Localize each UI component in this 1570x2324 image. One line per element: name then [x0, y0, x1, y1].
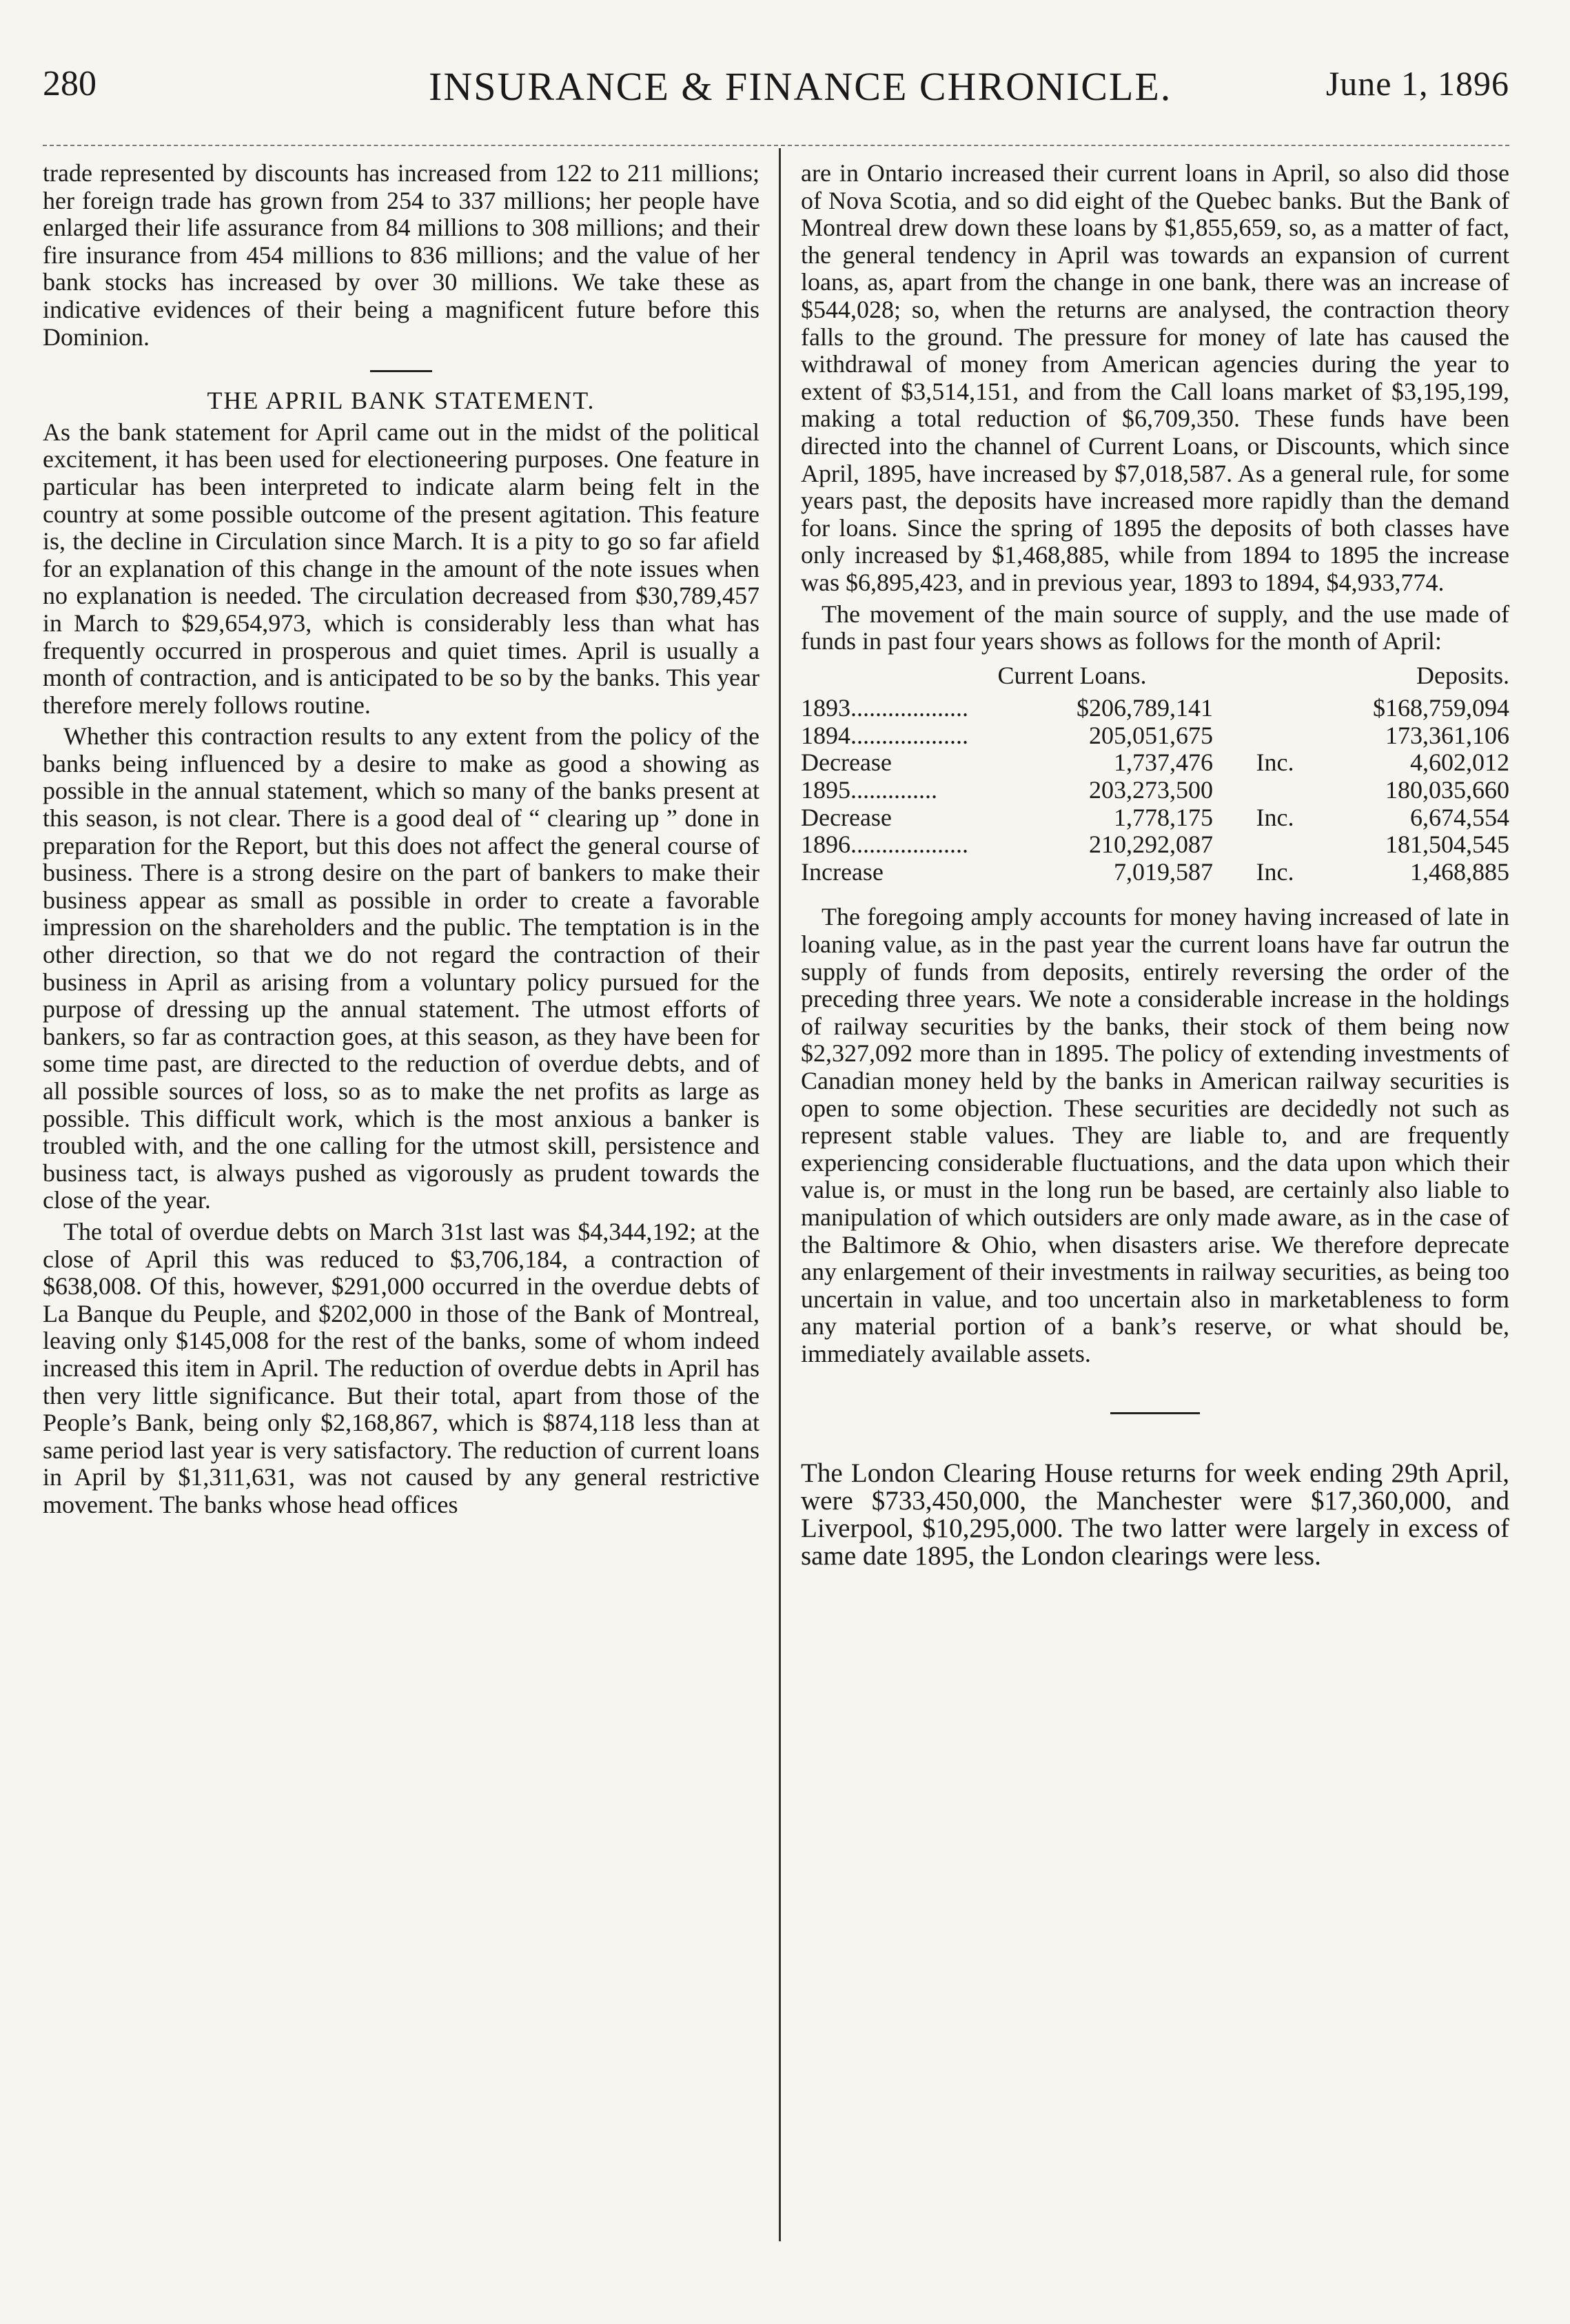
column-divider [779, 148, 781, 2241]
section-title: THE APRIL BANK STATEMENT. [207, 387, 595, 415]
intro-paragraph: trade represented by discounts has increased from 122 to 211 millions; her foreign trade has grown from 254 to 337 millions; her people have enlarged their life assurance from 84 millions to 308 millions; and their fire insurance from 454 millions to 836 millions; and the value of her bank stocks has increased by over 30 millions. We take these as indicative evidences of their being a magnificent future before this Dominion. [43, 159, 759, 351]
header-divider [43, 145, 1509, 146]
article-paragraph: are in Ontario increased their current loans in April, so also did those of Nova Scotia, and so did eight of the Quebec banks. But the Bank of Montreal drew down these loans by $1,855,659, so, as a matter of fact, the general tendency in April was towards an expansion of current loans, as, apart from the change in one bank, there was an increase of $544,028; so, when the returns are analysed, the contraction theory falls to the ground. The pressure for money of late has caused the withdrawal of money from American agencies during the year to extent of $3,514,151, and from the Call loans market of $3,195,199, making a total reduction of $6,709,350. These funds have been directed into the channel of Current Loans, or Discounts, which since April, 1895, have increased by $7,018,587. As a general rule, for some years past, the deposits have increased more rapidly than the demand for loans. Since the spring of 1895 the deposits of both classes have only increased by $1,468,885, while from 1894 to 1895 the increase was $6,895,423, and in previous year, 1893 to 1894, $4,933,774. [801, 159, 1509, 596]
left-column [43, 160, 759, 1519]
masthead-title: INSURANCE & FINANCE CHRONICLE. [429, 64, 1172, 109]
table-row: 1893................... $206,789,141 $168,759,094 [801, 694, 1509, 722]
table-row: 1895.............. 203,273,500 180,035,660 [801, 776, 1509, 804]
loans-deposits-table [801, 662, 1509, 886]
right-column [801, 160, 1509, 1570]
deposits-header: Deposits. [1416, 661, 1509, 689]
current-loans-header: Current Loans. [997, 661, 1147, 689]
table-row: 1894................... 205,051,675 173,361,106 [801, 721, 1509, 749]
article-paragraph: The total of overdue debts on March 31st last was $4,344,192; at the close of April this was reduced to $3,706,184, a contraction of $638,008. Of this, however, $291,000 occurred in the overdue debts of La Banque du Peuple, and $202,000 in those of the Bank of Montreal, leaving only $145,008 for the rest of the banks, some of whom indeed increased this item in April. The reduction of overdue debts in April has then very little significance. But their total, apart from those of the People’s Bank, being only $2,168,867, which is $874,118 less than at same period last year is very satisfactory. The reduction of current loans in April by $1,311,631, was not caused by any general restrictive movement. The banks whose head offices [43, 1217, 759, 1518]
table-row: 1896................... 210,292,087 181,504,545 [801, 830, 1509, 859]
issue-date: June 1, 1896 [1325, 64, 1509, 103]
table-row: Decrease 1,737,476 Inc. 4,602,012 [801, 748, 1509, 777]
table-row: Increase 7,019,587 Inc. 1,468,885 [801, 857, 1509, 886]
article-paragraph: The foregoing amply accounts for money having increased of late in loaning value, as in the past year the current loans have far outrun the supply of funds from deposits, entirely reversing the order of the preceding three years. We note a considerable increase in the holdings of railway securities by the banks, their stock of them being now $2,327,092 more than in 1895. The policy of extending investments of Canadian money held by the banks in American railway securities is open to some objection. These securities are decidedly not such as represent stable values. They are liable to, and are frequently experiencing considerable fluctuations, and the data upon which their value is, or must in the long run be based, are certainly also liable to manipulation of which outsiders are only made aware, as in the case of the Baltimore & Ohio, when disasters arise. We therefore deprecate any enlargement of their investments in railway securities, as being too uncertain in value, and too uncertain also in marketableness to form any material portion of a bank’s reserve, or what should be, immediately available assets. [801, 903, 1509, 1367]
page-header [43, 63, 1509, 119]
page-number: 280 [43, 64, 96, 103]
article-paragraph: As the bank statement for April came out in the midst of the political excitement, it has been used for electioneering purposes. One feature in particular has been interpreted to indicate alarm being felt in the country at some possible outcome of the present agitation. This feature is, the decline in Circulation since March. It is a pity to go so far afield for an explanation of this change in the amount of the note issues when no explanation is needed. The circulation decreased from $30,789,457 in March to $29,654,973, which is considerably less than what has frequently occurred in prosperous and quiet times. April is usually a month of contraction, and is anticipated to be so by the banks. This year therefore merely follows routine. [43, 418, 759, 719]
table-header-row [801, 662, 1509, 695]
article-paragraph: Whether this contraction results to any extent from the policy of the banks being influenced by a desire to make as good a showing as possible in the annual statement, which so many of the banks present at this season, is not clear. There is a good deal of “ clearing up ” done in preparation for the Report, but this does not affect the general course of business. There is a strong desire on the part of bankers to make their business appear as small as possible in order to create a favorable impression on the shareholders and the public. The temptation is in the other direction, so that we do not regard the contraction of their business in April as arising from a voluntary policy pursued for the purpose of dressing up the annual statement. The utmost efforts of bankers, so far as contraction goes, at this season, as they have been for some time past, are directed to the reduction of overdue debts, and of all possible sources of loss, so as to make the net profits as large as possible. This difficult work, which is the most anxious a banker is troubled with, and the one calling for the utmost skill, persistence and business tact, is always pushed as vigorously as prudent towards the close of the year. [43, 722, 759, 1214]
article-paragraph: The movement of the main source of supply, and the use made of funds in past four years shows as follows for the month of April: [801, 600, 1509, 655]
london-clearing-paragraph: The London Clearing House returns for week ending 29th April, were $733,450,000, the Manchester were $17,360,000, and Liverpool, $10,295,000. The two latter were largely in excess of same date 1895, the London clearings were less. [801, 1458, 1509, 1571]
table-row: Decrease 1,778,175 Inc. 6,674,554 [801, 803, 1509, 831]
section-separator [370, 370, 432, 372]
section-separator [1110, 1412, 1200, 1414]
